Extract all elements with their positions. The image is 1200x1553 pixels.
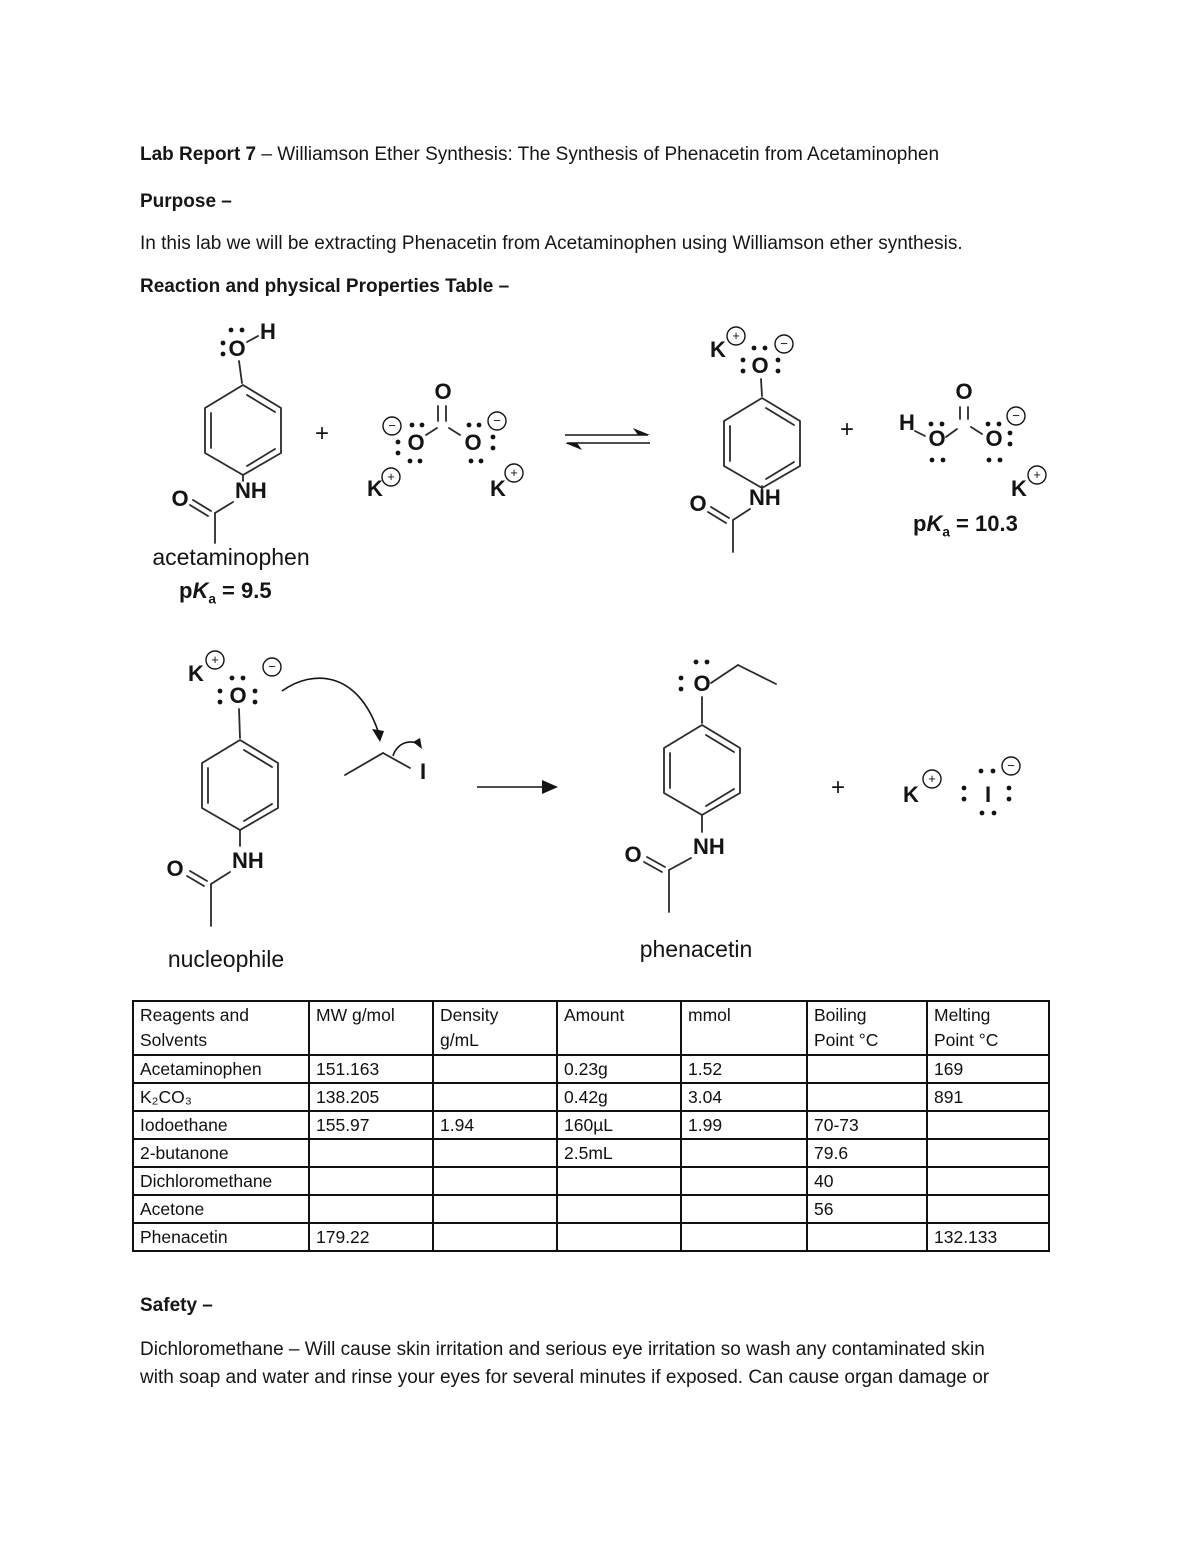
benzene-ring — [724, 398, 800, 488]
table-cell: 138.205 — [309, 1083, 433, 1111]
minus-charge-label: − — [1007, 758, 1015, 773]
acetamido-group — [689, 485, 780, 552]
table-cell — [433, 1167, 557, 1195]
pka-p: p — [913, 511, 927, 536]
table-row — [133, 1139, 1049, 1167]
acetamido-group — [171, 475, 266, 543]
plus-charge-icon — [923, 770, 941, 788]
plus-charge-icon — [727, 327, 745, 345]
table-cell: Phenacetin — [133, 1223, 309, 1251]
minus-charge-label: − — [268, 659, 276, 674]
reaction-scheme-2 — [135, 645, 1060, 975]
hydrogen-atom-label: H — [260, 319, 276, 344]
potassium-iodide-structure — [903, 757, 1020, 815]
oxygen-atom-label: O — [434, 379, 452, 404]
plus-charge-label: + — [387, 469, 395, 484]
table-row — [133, 1195, 1049, 1223]
safety-text-line2: with soap and water and rinse your eyes for several minutes if exposed. Can cause organ damage or — [140, 1367, 990, 1388]
table-cell: 179.22 — [309, 1223, 433, 1251]
equilibrium-arrow — [565, 428, 650, 450]
table-cell: 1.99 — [681, 1111, 807, 1139]
iodine-atom-label: I — [419, 759, 427, 784]
oxygen-atom-label: O — [228, 336, 246, 361]
pka-value: = 9.5 — [215, 578, 272, 603]
acetamido-group — [624, 815, 724, 912]
minus-charge-icon — [263, 658, 281, 676]
benzene-ring — [202, 740, 278, 830]
table-cell — [927, 1167, 1049, 1195]
purpose-body: In this lab we will be extracting Phenacetin from Acetaminophen using Williamson ether synthesis. — [140, 233, 963, 254]
table-cell: 2-butanone — [133, 1139, 309, 1167]
table-cell — [557, 1223, 681, 1251]
plus-charge-label: + — [1033, 467, 1041, 482]
nh-label: NH — [235, 478, 267, 503]
hydrogen-atom-label: H — [899, 410, 915, 435]
oxygen-atom-label: O — [624, 842, 642, 867]
table-cell — [309, 1139, 433, 1167]
oxygen-atom-label: O — [689, 491, 707, 516]
minus-charge-icon — [383, 417, 401, 435]
acetaminophen-structure — [171, 319, 281, 543]
pka-label-acetaminophen — [179, 578, 272, 606]
phenacetin-label: phenacetin — [639, 936, 753, 962]
plus-charge-label: + — [211, 652, 219, 667]
table-cell — [433, 1195, 557, 1223]
table-cell — [807, 1223, 927, 1251]
table-cell: Dichloromethane — [133, 1167, 309, 1195]
reaction-scheme-1 — [135, 315, 1060, 615]
table-cell: 160µL — [557, 1111, 681, 1139]
potassium-atom-label: K — [188, 661, 204, 686]
minus-charge-label: − — [780, 336, 788, 351]
column-header: Amount — [557, 1001, 681, 1055]
nucleophile-label: nucleophile — [167, 946, 285, 972]
pka-k: K — [926, 511, 943, 536]
acetaminophen-label: acetaminophen — [152, 544, 310, 570]
table-cell — [433, 1083, 557, 1111]
table-cell: Iodoethane — [133, 1111, 309, 1139]
pka-sub: a — [208, 591, 216, 607]
table-cell: Acetone — [133, 1195, 309, 1223]
safety-text-line1: Dichloromethane – Will cause skin irritation and serious eye irritation so wash any contaminated skin — [140, 1339, 985, 1360]
table-cell — [681, 1167, 807, 1195]
plus-sign: + — [314, 420, 330, 447]
minus-charge-label: − — [493, 413, 501, 428]
column-header: Density g/mL — [433, 1001, 557, 1055]
safety-heading: Safety – — [140, 1295, 213, 1316]
minus-charge-label: − — [1012, 408, 1020, 423]
oxygen-atom-label: O — [171, 486, 189, 511]
potassium-atom-label: K — [710, 337, 726, 362]
pka-sub: a — [942, 524, 950, 540]
iodoethane-structure — [345, 738, 426, 784]
plus-charge-icon — [206, 651, 224, 669]
nh-label: NH — [749, 485, 781, 510]
table-cell — [309, 1167, 433, 1195]
potassium-atom-label: K — [1011, 476, 1027, 501]
table-cell: 79.6 — [807, 1139, 927, 1167]
potassium-bicarbonate-structure — [899, 379, 1046, 501]
ethyl-group — [711, 665, 776, 684]
pka-k: K — [192, 578, 209, 603]
benzene-ring — [664, 725, 740, 815]
table-cell — [433, 1055, 557, 1083]
table-cell: 132.133 — [927, 1223, 1049, 1251]
table-cell — [927, 1195, 1049, 1223]
oxygen-atom-label: O — [229, 683, 247, 708]
table-row — [133, 1167, 1049, 1195]
pka-label-bicarbonate — [913, 511, 1018, 539]
plus-charge-icon — [1028, 466, 1046, 484]
minus-charge-icon — [775, 335, 793, 353]
title-bold: Lab Report 7 — [140, 144, 257, 165]
table-cell — [681, 1195, 807, 1223]
column-header: Boiling Point °C — [807, 1001, 927, 1055]
nh-label: NH — [693, 834, 725, 859]
table-cell — [557, 1167, 681, 1195]
purpose-heading: Purpose – — [140, 191, 232, 212]
reagents-table-body — [133, 1055, 1049, 1251]
plus-charge-label: + — [928, 771, 936, 786]
table-cell — [309, 1195, 433, 1223]
minus-charge-icon — [1002, 757, 1020, 775]
column-header: MW g/mol — [309, 1001, 433, 1055]
curved-electron-arrow — [282, 678, 384, 742]
column-header: mmol — [681, 1001, 807, 1055]
table-cell: 1.94 — [433, 1111, 557, 1139]
potassium-atom-label: K — [903, 782, 919, 807]
table-row — [133, 1083, 1049, 1111]
table-cell: 1.52 — [681, 1055, 807, 1083]
table-cell: 2.5mL — [557, 1139, 681, 1167]
acetamido-group — [166, 830, 263, 926]
table-cell — [681, 1223, 807, 1251]
plus-charge-label: + — [732, 328, 740, 343]
potassium-atom-label: K — [367, 476, 383, 501]
minus-charge-label: − — [388, 418, 396, 433]
pka-value: = 10.3 — [949, 511, 1018, 536]
column-header: Reagents and Solvents — [133, 1001, 309, 1055]
potassium-phenoxide-structure — [689, 327, 800, 552]
column-header: Melting Point °C — [927, 1001, 1049, 1055]
table-cell: 155.97 — [309, 1111, 433, 1139]
oxygen-atom-label: O — [166, 856, 184, 881]
reaction-arrow — [477, 780, 558, 794]
oxygen-atom-label: O — [928, 426, 946, 451]
reagents-table-header-row — [133, 1001, 1049, 1055]
plus-charge-icon — [382, 468, 400, 486]
table-cell: Acetaminophen — [133, 1055, 309, 1083]
nucleophile-structure — [166, 651, 281, 926]
table-cell: K₂CO₃ — [133, 1083, 309, 1111]
table-cell: 169 — [927, 1055, 1049, 1083]
table-cell — [807, 1083, 927, 1111]
minus-charge-icon — [1007, 407, 1025, 425]
oxygen-atom-label: O — [955, 379, 973, 404]
plus-charge-icon — [505, 464, 523, 482]
table-cell: 56 — [807, 1195, 927, 1223]
table-cell — [433, 1223, 557, 1251]
pka-p: p — [179, 578, 193, 603]
oxygen-atom-label: O — [985, 426, 1003, 451]
reagents-table — [132, 1000, 1050, 1252]
table-cell: 70-73 — [807, 1111, 927, 1139]
minus-charge-icon — [488, 412, 506, 430]
phenol-oh-group — [221, 319, 276, 383]
table-cell — [681, 1139, 807, 1167]
potassium-carbonate-structure — [367, 379, 523, 501]
reagents-table-container — [132, 1000, 1050, 1252]
oxygen-atom-label: O — [464, 430, 482, 455]
table-cell: 40 — [807, 1167, 927, 1195]
benzene-ring — [205, 385, 281, 475]
table-row — [133, 1111, 1049, 1139]
oxygen-atom-label: O — [407, 430, 425, 455]
table-cell: 891 — [927, 1083, 1049, 1111]
phenacetin-structure — [624, 660, 776, 912]
page-title — [140, 144, 939, 166]
table-cell — [807, 1055, 927, 1083]
curved-leaving-arrow — [393, 738, 422, 756]
table-cell: 0.23g — [557, 1055, 681, 1083]
oxygen-atom-label: O — [751, 353, 769, 378]
table-cell: 3.04 — [681, 1083, 807, 1111]
plus-sign: + — [830, 774, 846, 801]
iodine-atom-label: I — [984, 782, 992, 807]
table-cell: 151.163 — [309, 1055, 433, 1083]
reaction-heading: Reaction and physical Properties Table – — [140, 276, 510, 297]
plus-charge-label: + — [510, 465, 518, 480]
title-rest: – Williamson Ether Synthesis: The Synthesis of Phenacetin from Acetaminophen — [256, 144, 940, 165]
table-cell — [927, 1139, 1049, 1167]
oxygen-atom-label: O — [693, 671, 711, 696]
nh-label: NH — [232, 848, 264, 873]
table-cell: 0.42g — [557, 1083, 681, 1111]
table-cell — [433, 1139, 557, 1167]
table-cell — [927, 1111, 1049, 1139]
potassium-atom-label: K — [490, 476, 506, 501]
table-cell — [557, 1195, 681, 1223]
table-row — [133, 1223, 1049, 1251]
plus-sign: + — [839, 416, 855, 443]
table-row — [133, 1055, 1049, 1083]
